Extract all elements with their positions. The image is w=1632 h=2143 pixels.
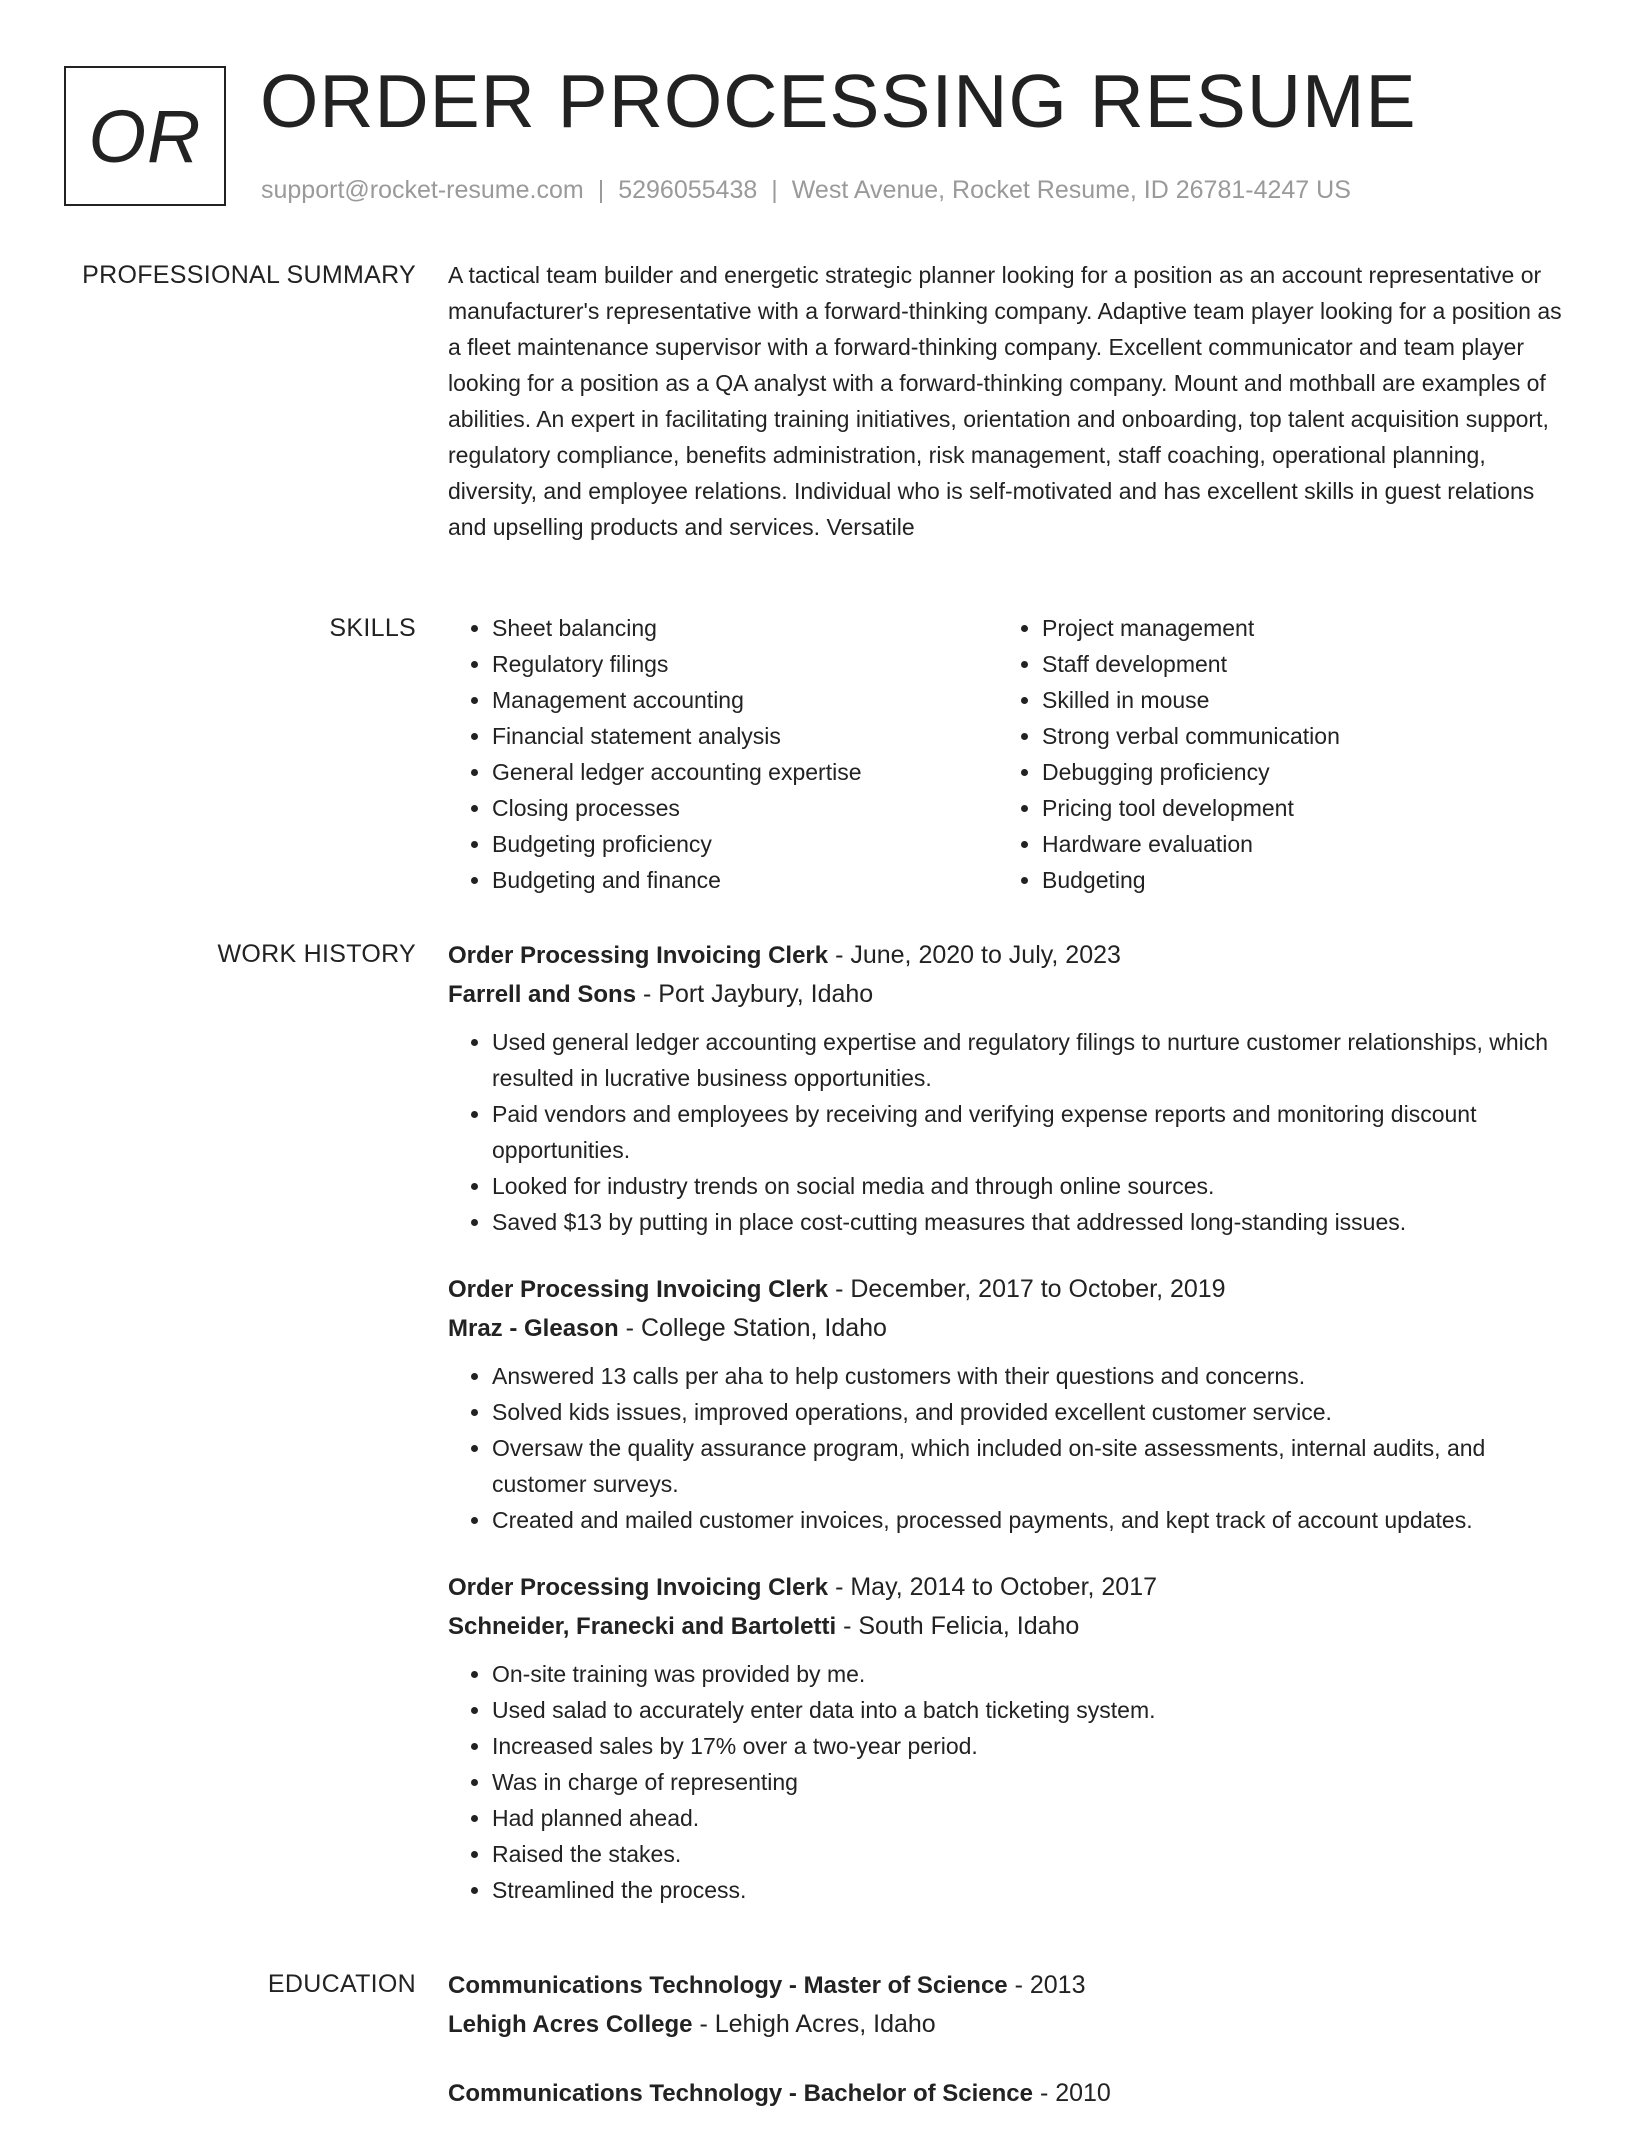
job-entry (448, 1568, 1572, 1908)
job-bullet: • Looked for industry trends on social media and through online sources. (492, 1168, 1572, 1204)
job-company: Mraz - Gleason (448, 1315, 619, 1342)
skill-item: • Hardware evaluation (1042, 826, 1548, 862)
job-company-line (448, 1309, 1572, 1348)
monogram-logo: OR (64, 66, 226, 206)
education-school: Lehigh Acres College (448, 2011, 693, 2038)
skill-item: • Closing processes (492, 790, 998, 826)
contact-line (261, 174, 1351, 206)
job-location: College Station, Idaho (640, 1314, 887, 1342)
skill-item: • Pricing tool development (1042, 790, 1548, 826)
skills-heading: SKILLS (329, 614, 416, 642)
education-degree-separator: - (1033, 2079, 1056, 2107)
job-bullet: • Had planned ahead. (492, 1800, 1572, 1836)
job-company: Schneider, Franecki and Bartoletti (448, 1613, 837, 1640)
job-bullet: • Paid vendors and employees by receiving and verifying expense reports and monitoring discount opportunities. (492, 1096, 1572, 1168)
education-heading: EDUCATION (267, 1970, 416, 1998)
education-degree-line (448, 2074, 1572, 2113)
contact-phone: 5296055438 (618, 176, 758, 204)
job-title-separator: - (828, 1275, 851, 1303)
contact-address: West Avenue, Rocket Resume, ID 26781-4247 US (791, 176, 1351, 204)
education-year: 2010 (1055, 2079, 1111, 2107)
job-bullet: • Used salad to accurately enter data into a batch ticketing system. (492, 1692, 1572, 1728)
skills-body (448, 610, 1572, 898)
skill-item: • Budgeting (1042, 862, 1548, 898)
skill-item: • General ledger accounting expertise (492, 754, 998, 790)
job-location: South Felicia, Idaho (858, 1612, 1080, 1640)
job-company: Farrell and Sons (448, 981, 637, 1008)
job-title-separator: - (828, 941, 851, 969)
job-title: Order Processing Invoicing Clerk (448, 942, 829, 969)
education-school-line (448, 2005, 1572, 2044)
education-body (448, 1966, 1572, 2143)
contact-separator: | (771, 176, 778, 204)
job-bullet: • Oversaw the quality assurance program, which included on-site assessments, internal audits, and customer surveys. (492, 1430, 1572, 1502)
job-bullet: • Created and mailed customer invoices, processed payments, and kept track of account updates. (492, 1502, 1572, 1538)
skill-item: • Budgeting proficiency (492, 826, 998, 862)
contact-separator: | (597, 176, 605, 204)
job-bullet: • On-site training was provided by me. (492, 1656, 1572, 1692)
job-entry (448, 1270, 1572, 1538)
skill-item: • Strong verbal communication (1042, 718, 1548, 754)
job-title-line (448, 1270, 1572, 1309)
job-company-line (448, 1607, 1572, 1646)
job-bullet: • Was in charge of representing (492, 1764, 1572, 1800)
job-company-separator: - (836, 1612, 859, 1640)
job-bullet: • Solved kids issues, improved operations, and provided excellent customer service. (492, 1394, 1572, 1430)
job-dates: June, 2020 to July, 2023 (850, 941, 1121, 969)
skill-item: • Budgeting and finance (492, 862, 998, 898)
job-bullet: • Raised the stakes. (492, 1836, 1572, 1872)
job-title-line (448, 936, 1572, 975)
work-history-heading: WORK HISTORY (217, 940, 416, 968)
job-bullet: • Streamlined the process. (492, 1872, 1572, 1908)
job-bullet: • Answered 13 calls per aha to help customers with their questions and concerns. (492, 1358, 1572, 1394)
job-bullets (448, 1358, 1572, 1538)
job-dates: December, 2017 to October, 2019 (850, 1275, 1226, 1303)
job-location: Port Jaybury, Idaho (658, 980, 874, 1008)
skills-list-right (998, 610, 1548, 898)
summary-heading: PROFESSIONAL SUMMARY (82, 261, 416, 289)
work-history-body (448, 936, 1572, 1938)
education-degree-separator: - (1007, 1971, 1030, 1999)
page-title: ORDER PROCESSING RESUME (260, 59, 1417, 143)
education-degree: Communications Technology - Master of Science (448, 1972, 1008, 1999)
job-bullet: • Saved $13 by putting in place cost-cutting measures that addressed long-standing issues. (492, 1204, 1572, 1240)
job-company-separator: - (618, 1314, 641, 1342)
contact-email: support@rocket-resume.com (261, 176, 584, 204)
skill-item: • Regulatory filings (492, 646, 998, 682)
job-company-separator: - (636, 980, 659, 1008)
job-title-separator: - (828, 1573, 851, 1601)
skill-item: • Sheet balancing (492, 610, 998, 646)
skill-item: • Staff development (1042, 646, 1548, 682)
job-title: Order Processing Invoicing Clerk (448, 1276, 829, 1303)
education-year: 2013 (1029, 1971, 1086, 1999)
summary-text: A tactical team builder and energetic strategic planner looking for a position as an account representative or manufacturer's representative with a forward-thinking company. Adaptive team player looking for a position as a fleet maintenance supervisor with a forward-thinking company. Excellent communicator and team player looking for a position as a QA analyst with a forward-thinking company. Mount and mothball are examples of abilities. An expert in facilitating training initiatives, orientation and onboarding, top talent acquisition support, regulatory compliance, benefits administration, risk management, staff coaching, operational planning, diversity, and employee relations. Individual who is self-motivated and has excellent skills in guest relations and upselling products and services. Versatile (448, 262, 1562, 540)
job-bullet: • Used general ledger accounting expertise and regulatory filings to nurture customer relationships, which resulted in lucrative business opportunities. (492, 1024, 1572, 1096)
education-degree: Communications Technology - Bachelor of Science (448, 2080, 1033, 2107)
job-bullets (448, 1024, 1572, 1240)
education-entry (448, 1966, 1572, 2044)
skills-list-left (448, 610, 998, 898)
skill-item: • Skilled in mouse (1042, 682, 1548, 718)
job-bullets (448, 1656, 1572, 1908)
job-company-line (448, 975, 1572, 1014)
education-location: Lehigh Acres, Idaho (714, 2010, 936, 2038)
summary-body (448, 257, 1572, 545)
skills-grid (448, 610, 1572, 898)
skill-item: • Financial statement analysis (492, 718, 998, 754)
education-degree-line (448, 1966, 1572, 2005)
job-title: Order Processing Invoicing Clerk (448, 1574, 829, 1601)
skill-item: • Project management (1042, 610, 1548, 646)
job-bullet: • Increased sales by 17% over a two-year period. (492, 1728, 1572, 1764)
skill-item: • Management accounting (492, 682, 998, 718)
education-entry (448, 2074, 1572, 2113)
skill-item: • Debugging proficiency (1042, 754, 1548, 790)
education-school-separator: - (692, 2010, 715, 2038)
job-title-line (448, 1568, 1572, 1607)
job-entry (448, 936, 1572, 1240)
job-dates: May, 2014 to October, 2017 (850, 1573, 1158, 1601)
